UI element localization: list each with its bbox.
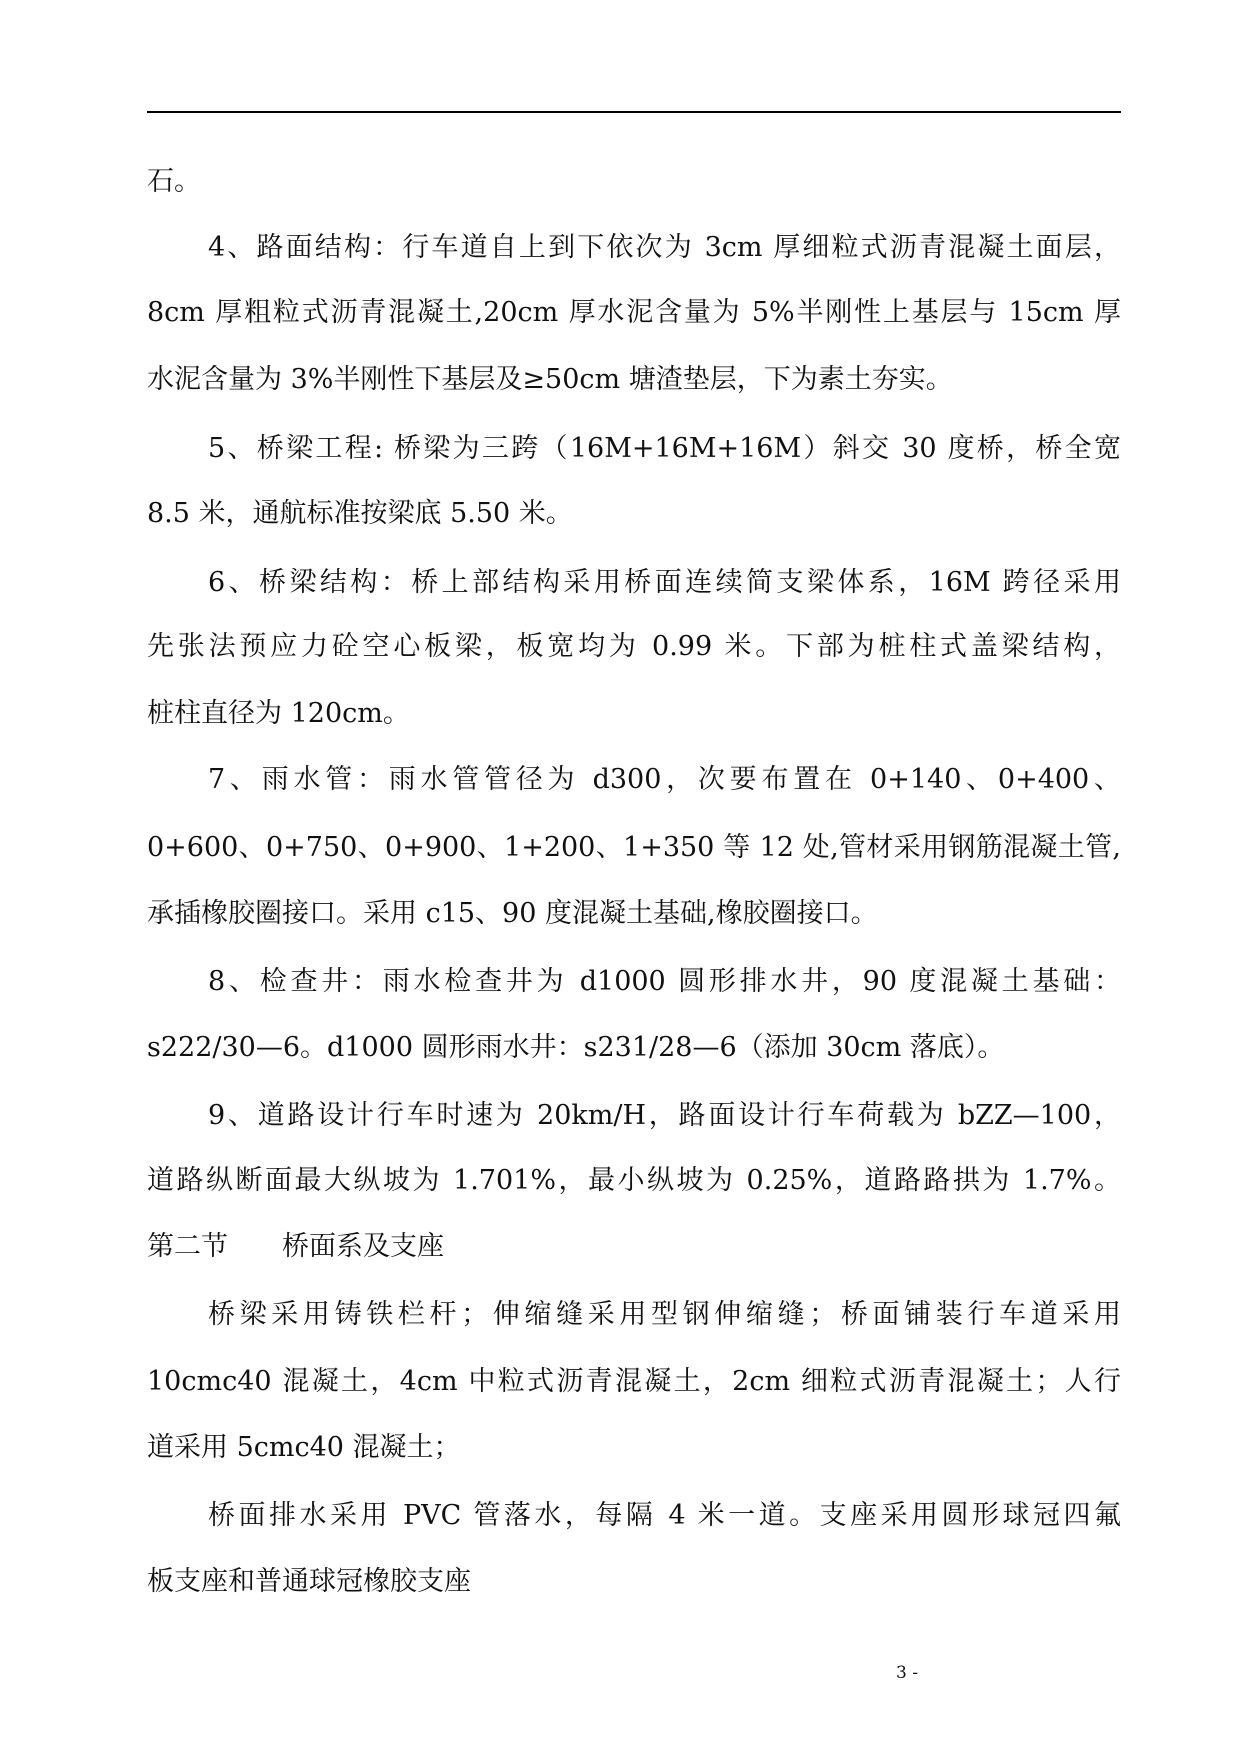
section-heading (147, 1229, 444, 1265)
paragraph-line: 9、道路设计行车时速为 20km/H，路面设计行车荷载为 bZZ—100， (208, 1100, 1121, 1131)
paragraph-line: 水泥含量为 3%半刚性下基层及≥50cm 塘渣垫层，下为素土夯实。 (147, 364, 953, 395)
paragraph-line: 先张法预应力砼空心板梁，板宽均为 0.99 米。下部为桩柱式盖梁结构， (147, 631, 1121, 662)
header-rule (147, 111, 1121, 113)
paragraph-line: 板支座和普通球冠橡胶支座 (147, 1566, 471, 1597)
paragraph-line: 5、桥梁工程: 桥梁为三跨（16M+16M+16M）斜交 30 度桥，桥全宽 (208, 433, 1121, 464)
section-number: 第二节 (147, 1231, 228, 1262)
paragraph-line: 桥面排水采用 PVC 管落水，每隔 4 米一道。支座采用圆形球冠四氟 (208, 1500, 1121, 1531)
paragraph-line: 桥梁采用铸铁栏杆；伸缩缝采用型钢伸缩缝；桥面铺装行车道采用 (208, 1299, 1121, 1330)
paragraph-line: 承插橡胶圈接口。采用 c15、90 度混凝土基础,橡胶圈接口。 (147, 898, 878, 929)
section-title: 桥面系及支座 (282, 1231, 444, 1262)
paragraph-line: s222/30—6。d1000 圆形雨水井：s231/28—6（添加 30cm 落底）。 (147, 1032, 1005, 1063)
paragraph-line: 7、雨水管：雨水管管径为 d300，次要布置在 0+140、0+400、 (208, 764, 1121, 795)
paragraph-line: 道采用 5cmc40 混凝土； (147, 1432, 461, 1463)
paragraph-line: 0+600、0+750、0+900、1+200、1+350 等 12 处,管材采用钢筋混凝土管, (147, 832, 1121, 863)
paragraph-line: 8.5 米，通航标准按梁底 5.50 米。 (147, 498, 573, 529)
paragraph-line: 6、桥梁结构：桥上部结构采用桥面连续简支梁体系，16M 跨径采用 (208, 567, 1121, 598)
paragraph-line: 10cmc40 混凝土，4cm 中粒式沥青混凝土，2cm 细粒式沥青混凝土；人行 (147, 1366, 1121, 1397)
paragraph-line: 8cm 厚粗粒式沥青混凝土,20cm 厚水泥含量为 5%半刚性上基层与 15cm 厚 (147, 297, 1121, 328)
page-number: 3 - (896, 1663, 918, 1683)
text-line: 石。 (147, 166, 201, 197)
paragraph-line: 道路纵断面最大纵坡为 1.701%，最小纵坡为 0.25%，道路路拱为 1.7%。 (147, 1165, 1121, 1196)
paragraph-line: 4、路面结构：行车道自上到下依次为 3cm 厚细粒式沥青混凝土面层， (208, 232, 1121, 263)
paragraph-line: 8、检查井：雨水检查井为 d1000 圆形排水井，90 度混凝土基础： (208, 966, 1121, 997)
paragraph-line: 桩柱直径为 120cm。 (147, 698, 410, 729)
